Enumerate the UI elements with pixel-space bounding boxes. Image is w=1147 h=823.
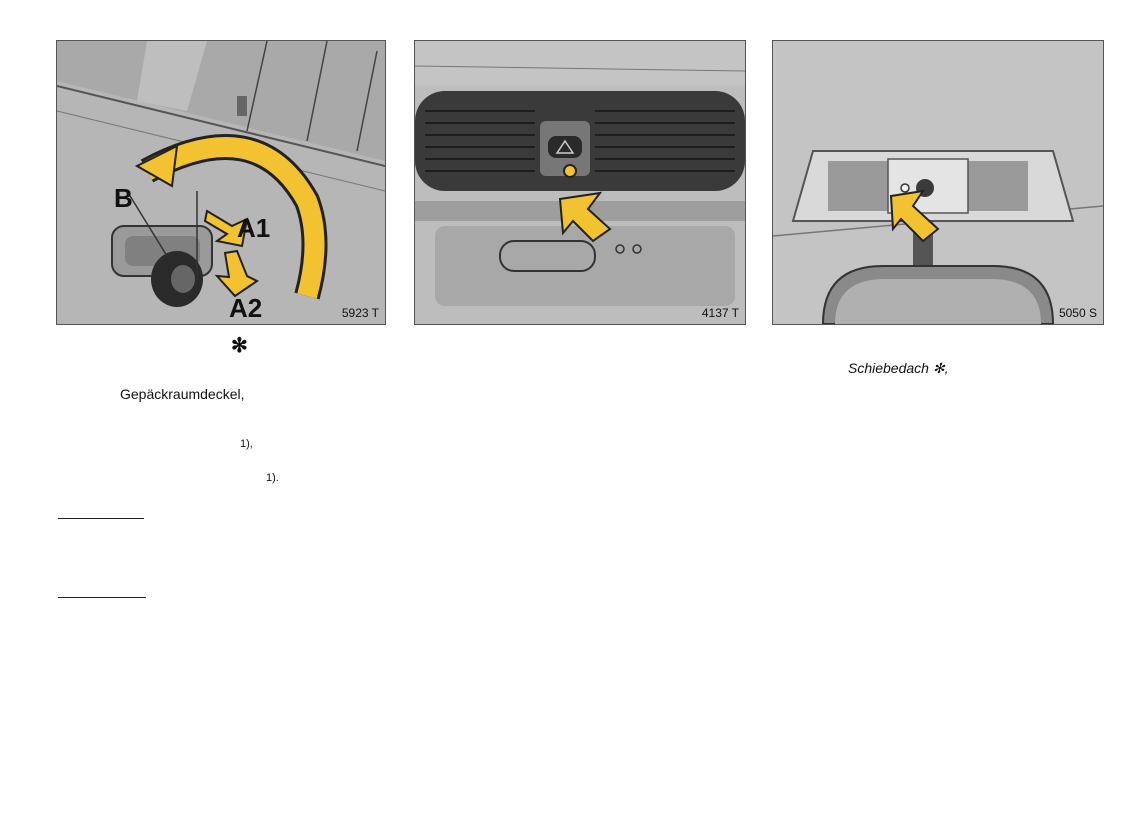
- figure-code: 5050 S: [1058, 306, 1097, 320]
- asterisk-symbol: ✻: [231, 335, 248, 357]
- label-b: B: [114, 183, 133, 213]
- separator-line: [58, 518, 144, 519]
- footnote-ref-1: 1),: [240, 438, 253, 450]
- footnote-ref-2: 1).: [266, 472, 279, 484]
- separator-line: [58, 597, 146, 598]
- figure-code: 4137 T: [701, 306, 739, 320]
- trunk-lock-illustration: [57, 41, 385, 324]
- label-a1: A1: [237, 213, 271, 243]
- figure-trunk-lock: [56, 40, 386, 325]
- label-a2: A2: [229, 293, 263, 323]
- figure-hazard-switch: [414, 40, 746, 325]
- hazard-switch-illustration: [415, 41, 745, 324]
- trunk-lid-label: Gepäckraumdeckel,: [120, 386, 245, 402]
- sunroof-switch-illustration: [773, 41, 1103, 324]
- sunroof-label: Schiebedach ✻,: [848, 360, 949, 376]
- figure-sunroof-switch: [772, 40, 1104, 325]
- figure-code: 5923 T: [341, 306, 379, 320]
